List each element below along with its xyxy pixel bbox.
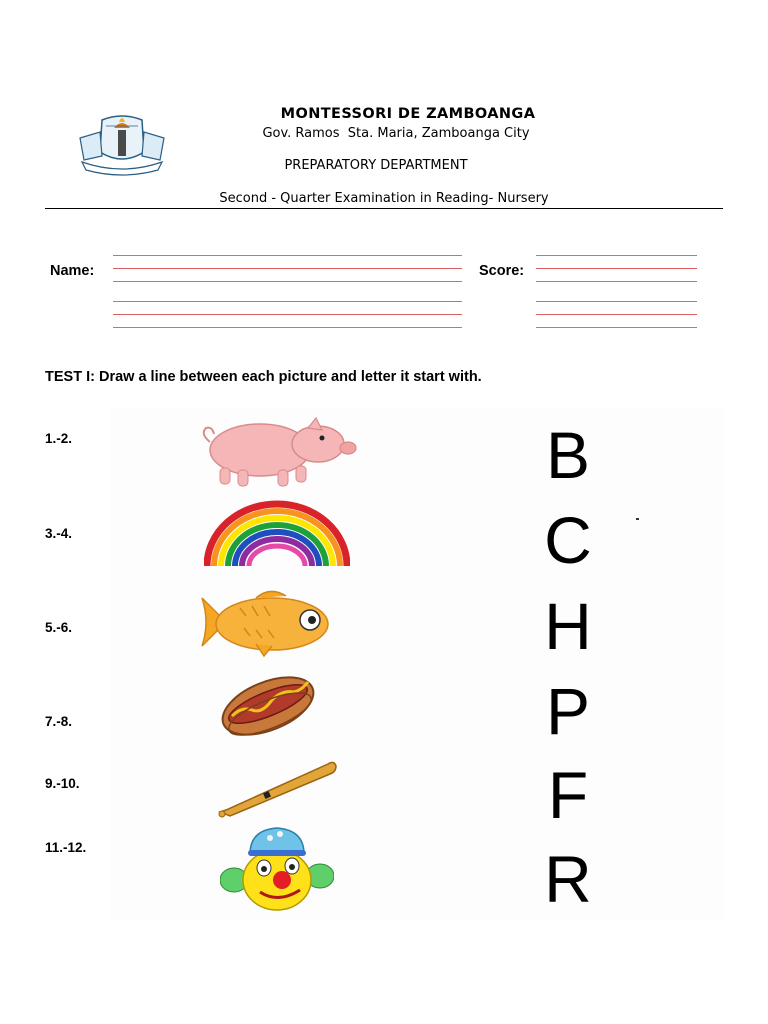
letter-r[interactable]: R [544,842,592,916]
pig-icon[interactable] [198,414,360,488]
header-divider [45,208,723,209]
stray-mark [636,518,639,520]
item-number: 9.-10. [45,776,80,791]
letter-p[interactable]: P [545,674,591,748]
item-number: 3.-4. [45,526,73,541]
rainbow-icon[interactable] [204,500,350,568]
item-number: 7.-8. [45,714,73,729]
exam-title: Second - Quarter Examination in Reading- Nursery [219,191,549,206]
letter-f[interactable]: F [547,758,589,832]
letter-b[interactable]: B [545,418,591,492]
name-label: Name: [50,263,95,279]
name-writing-lines-2[interactable] [113,301,462,329]
school-address: Gov. Ramos Sta. Maria, Zamboanga City [262,126,530,141]
score-writing-lines-1[interactable] [536,255,697,283]
item-number: 1.-2. [45,431,73,446]
school-name: MONTESSORI DE ZAMBOANGA [280,106,536,122]
letter-h[interactable]: H [544,589,592,663]
fish-icon[interactable] [200,588,336,658]
name-writing-lines-1[interactable] [113,255,462,283]
score-writing-lines-2[interactable] [536,301,697,329]
clown-icon[interactable] [220,824,334,912]
hotdog-icon[interactable] [218,666,320,740]
letter-c[interactable]: C [544,503,592,577]
department-title: PREPARATORY DEPARTMENT [284,158,468,173]
item-number: 5.-6. [45,620,73,635]
item-number: 11.-12. [45,840,87,855]
bat-icon[interactable] [216,758,338,818]
score-label: Score: [479,263,525,279]
test-instruction: TEST I: Draw a line between each picture and letter it start with. [45,369,482,385]
